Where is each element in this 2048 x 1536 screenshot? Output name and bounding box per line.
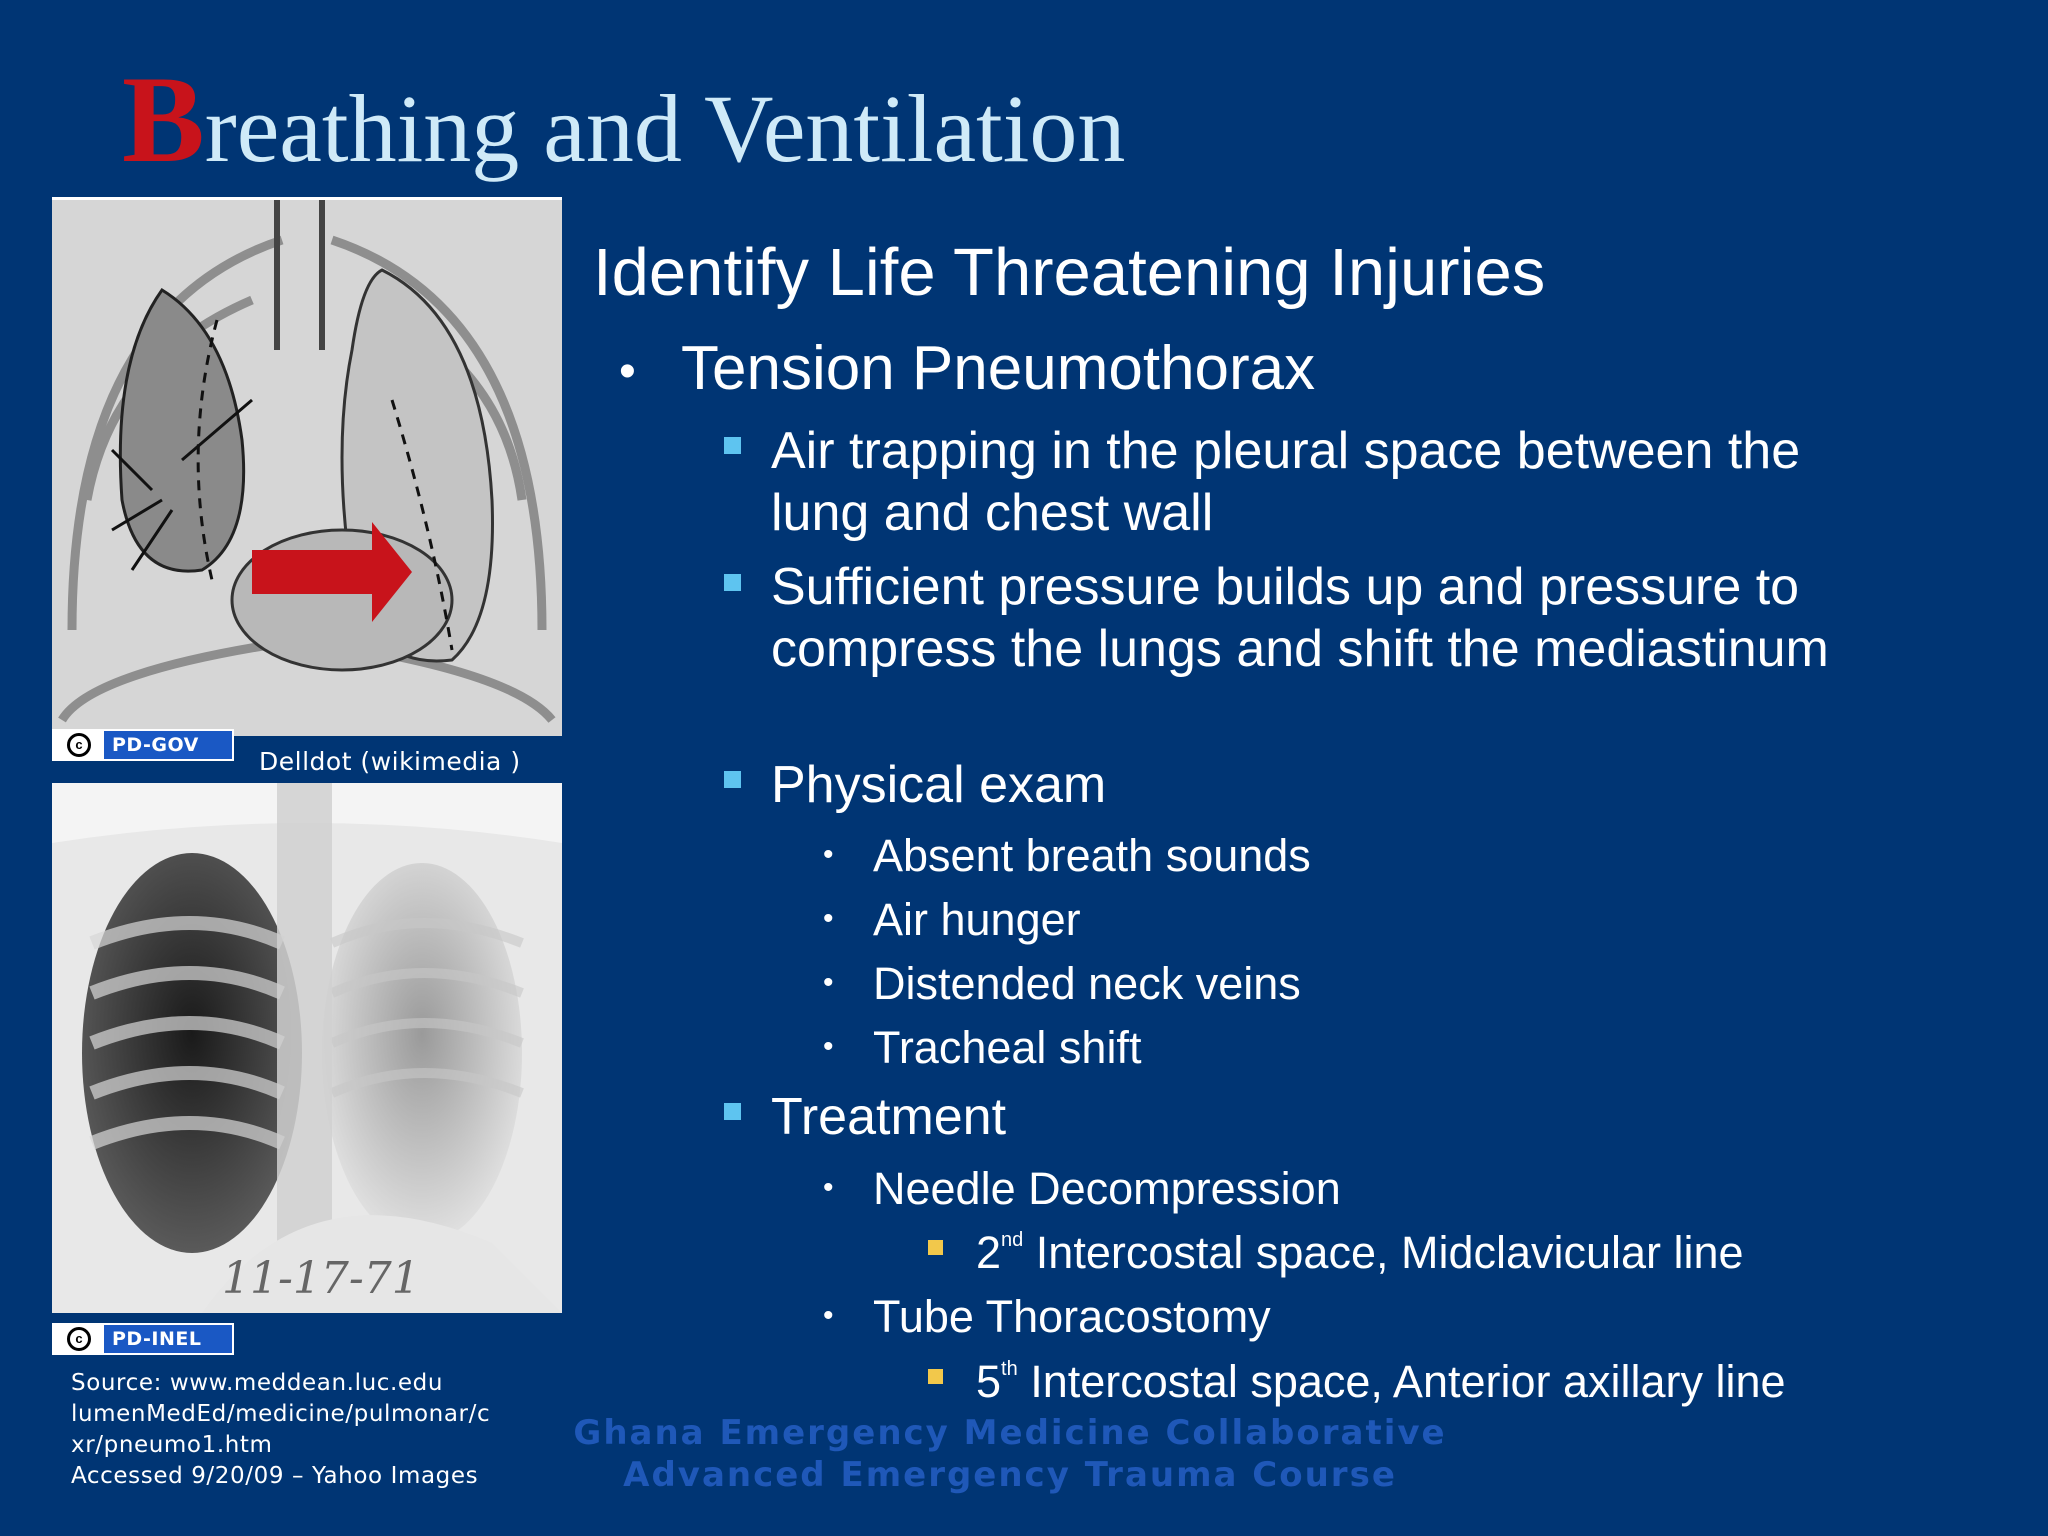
level2-item: Treatment (771, 1088, 1007, 1146)
bullet-square (724, 437, 741, 454)
image-credit: Delldot (wikimedia ) (259, 747, 521, 776)
ordinal-number: 2 (976, 1227, 1002, 1278)
level3-item: Tracheal shift (873, 1022, 1142, 1073)
bullet-square (724, 771, 741, 788)
title-initial: B (122, 51, 205, 188)
bullet-dot: • (823, 1171, 834, 1204)
level4-item (976, 1356, 1786, 1407)
level4-item (976, 1227, 1744, 1278)
level2-item: Air trapping in the pleural space between the lung and chest wall (771, 422, 1801, 542)
footer-line: Ghana Emergency Medicine Collaborative (573, 1413, 1447, 1453)
bullet-square-gold (928, 1240, 943, 1255)
pd-inel-badge (52, 1323, 234, 1355)
level3-item: Air hunger (873, 894, 1081, 945)
bullet-square-gold (928, 1369, 943, 1384)
source-citation (71, 1368, 561, 1492)
ordinal-suffix: nd (1001, 1229, 1024, 1251)
bullet-square (724, 574, 741, 591)
slide-title (122, 51, 1126, 188)
level3-item: Tube Thoracostomy (873, 1291, 1271, 1342)
bullet-dot: • (823, 966, 834, 999)
source-line: xr/pneumo1.htm (71, 1432, 273, 1458)
slide-footer (560, 1412, 1460, 1496)
bullet-dot: • (823, 1299, 834, 1332)
bullet-square (724, 1103, 741, 1120)
xray-image (52, 783, 562, 1313)
bullet-dot: • (823, 838, 834, 871)
level3-item: Absent breath sounds (873, 830, 1311, 881)
ordinal-suffix: th (1001, 1358, 1018, 1380)
content-heading: Identify Life Threatening Injuries (593, 235, 1546, 310)
level1-item: Tension Pneumothorax (681, 334, 1316, 403)
pneumothorax-drawing (52, 200, 562, 736)
footer-line: Advanced Emergency Trauma Course (623, 1455, 1397, 1495)
xray-date-mark: 11-17-71 (222, 1253, 420, 1304)
lung-illustration (52, 197, 562, 736)
title-rest: reathing and Ventilation (204, 75, 1126, 182)
level3-item: Distended neck veins (873, 958, 1301, 1009)
ordinal-number: 5 (976, 1356, 1002, 1407)
source-line: Accessed 9/20/09 – Yahoo Images (71, 1463, 479, 1489)
bullet-dot: • (823, 902, 834, 935)
pd-gov-badge (52, 729, 234, 761)
public-domain-icon: c (54, 731, 104, 759)
level3-item: Needle Decompression (873, 1163, 1341, 1214)
badge-label: PD-GOV (112, 734, 199, 756)
bullet-dot: • (823, 1030, 834, 1063)
badge-label: PD-INEL (112, 1328, 202, 1350)
source-line: Source: www.meddean.luc.edu (71, 1370, 444, 1396)
site-text: Intercostal space, Midclavicular line (1023, 1227, 1744, 1278)
public-domain-icon: c (54, 1325, 104, 1353)
source-line: lumenMedEd/medicine/pulmonar/c (71, 1401, 491, 1427)
bullet-dot: • (619, 345, 636, 398)
chest-xray (52, 783, 562, 1313)
level2-item: Sufficient pressure builds up and pressure to compress the lungs and shift the mediastinum (771, 558, 1829, 678)
level2-item: Physical exam (771, 756, 1107, 814)
site-text: Intercostal space, Anterior axillary line (1017, 1356, 1786, 1407)
